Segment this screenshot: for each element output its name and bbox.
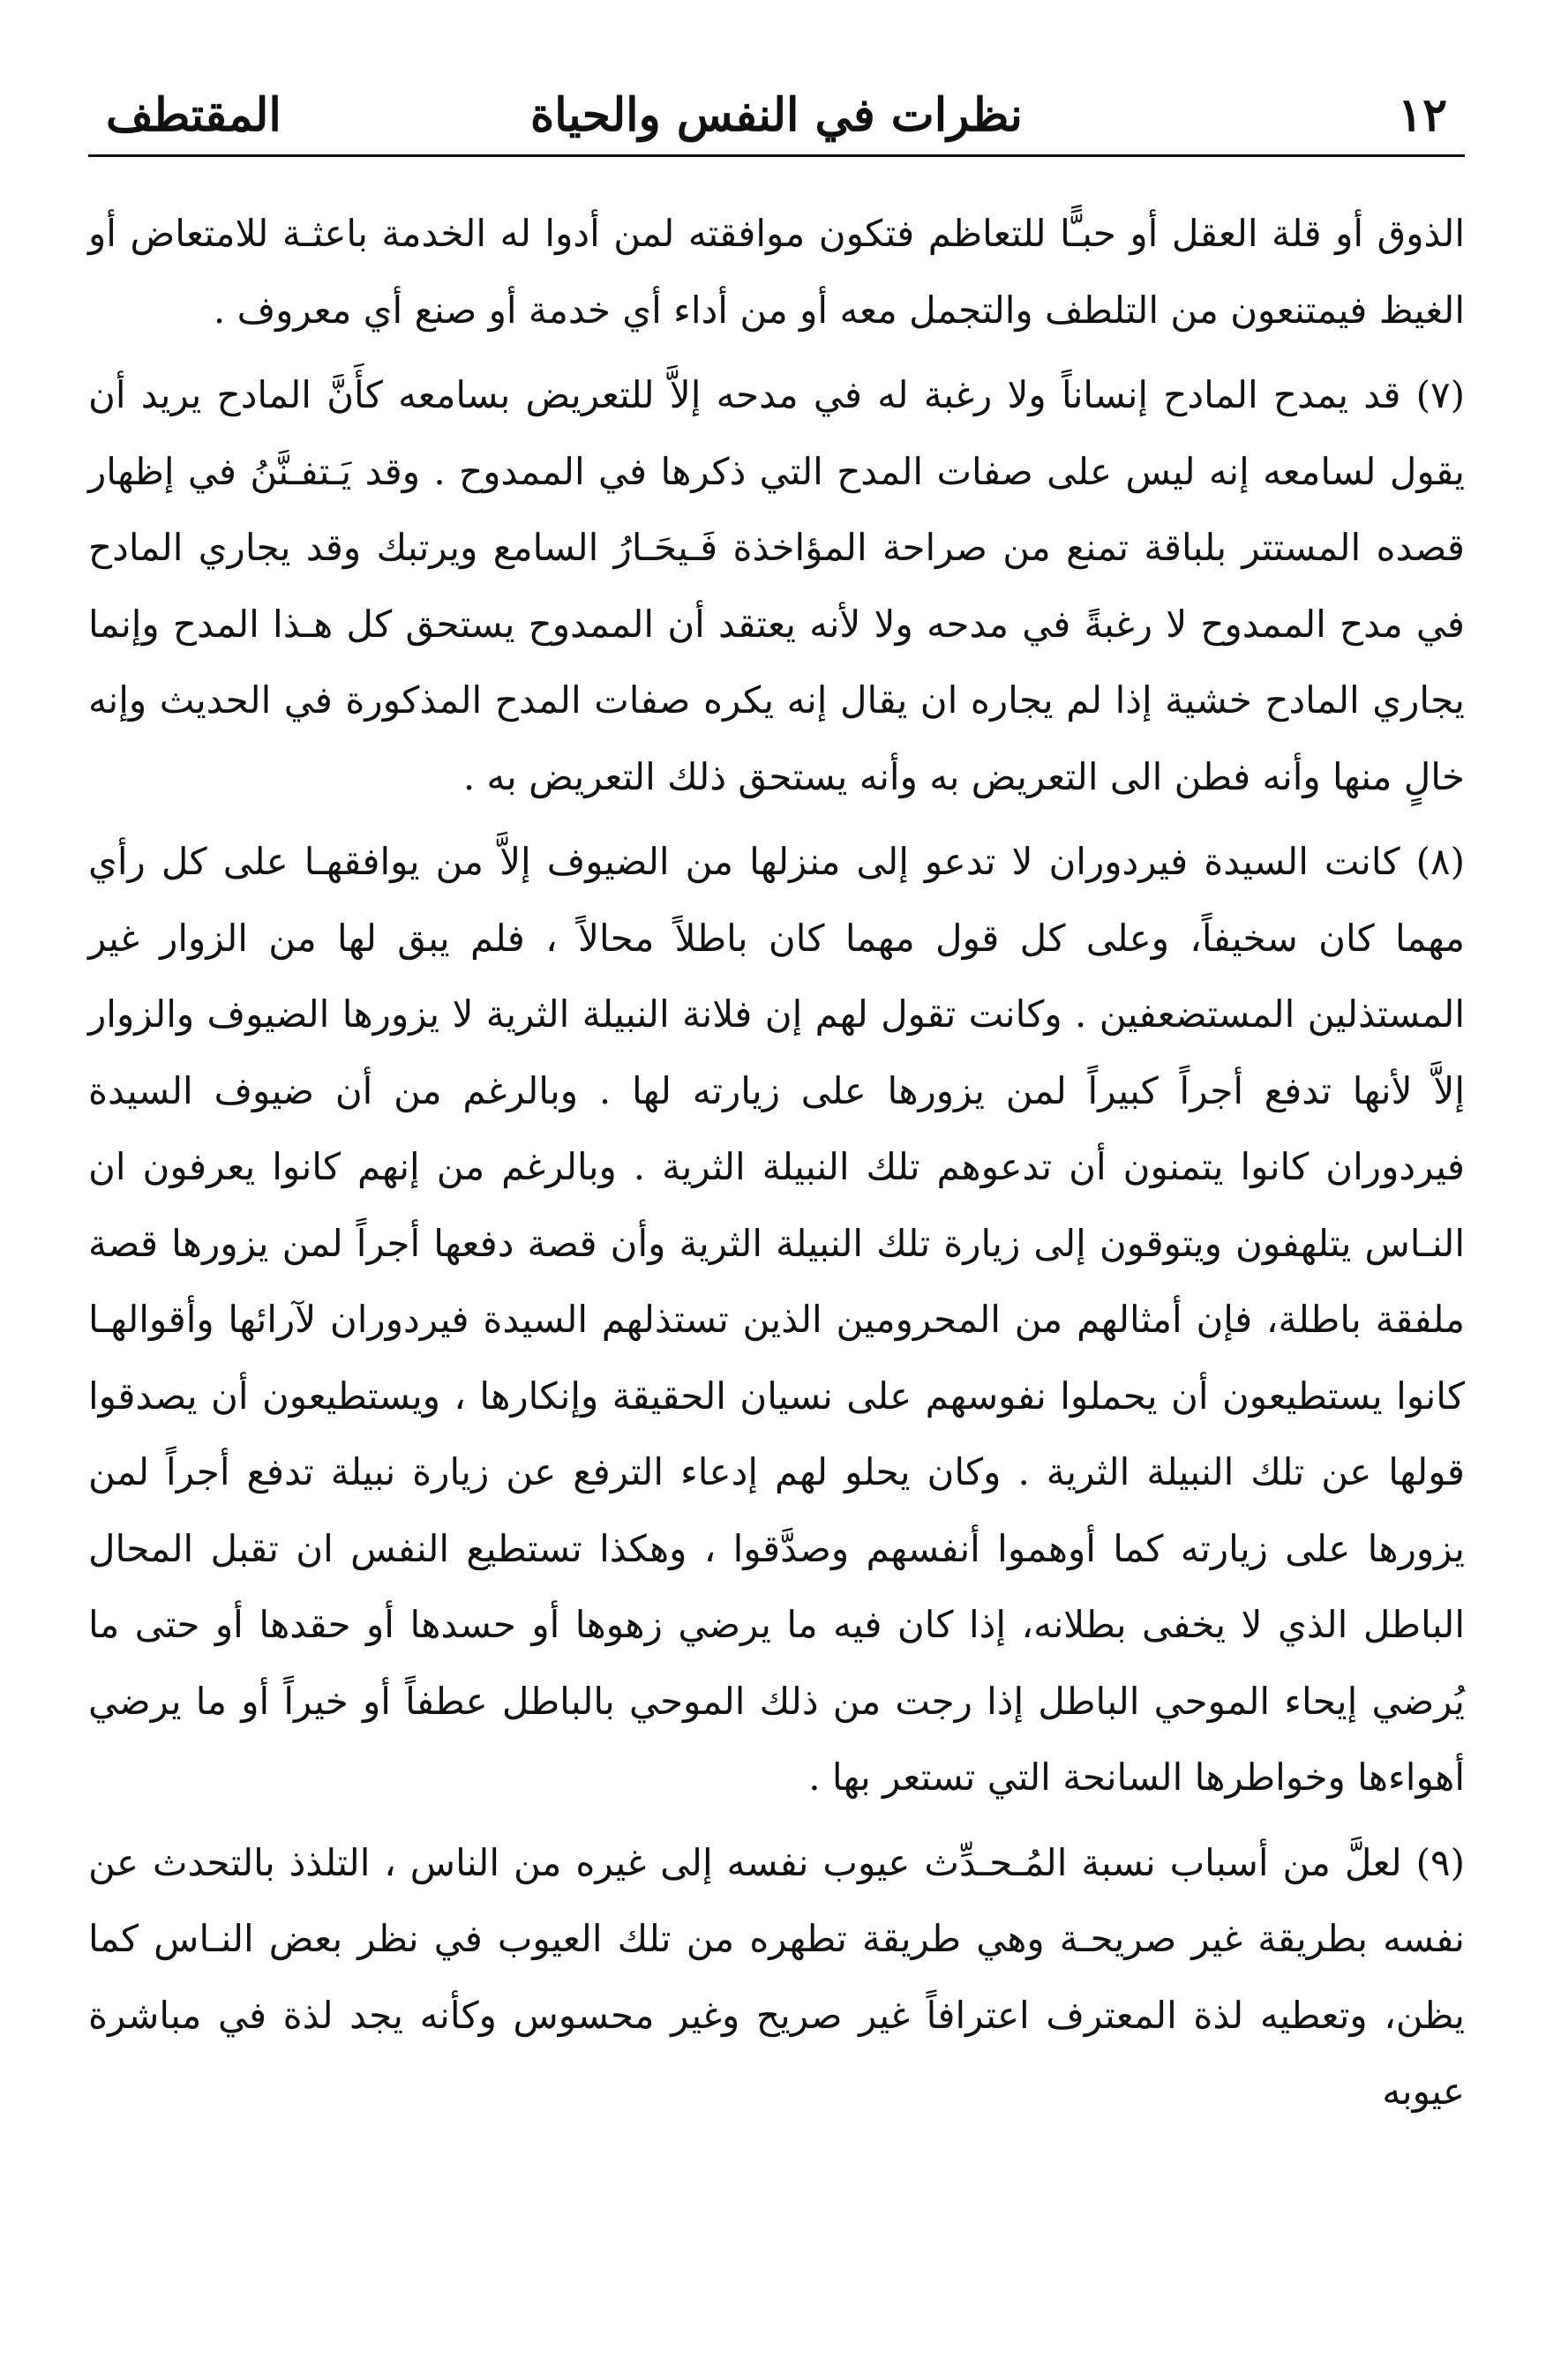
paragraph-gap: [88, 1816, 1465, 1825]
page-number: ١٢: [1398, 88, 1447, 142]
paragraph: (٩) لعلَّ من أسباب نسبة المُـحـدِّث عيوب نفسه إلى غيره من الناس ، التلذذ بالتحدث عن نفسه بطريقة غير صريحـة وهي طريقة تطهره من تلك العيوب في نظر بعض النـاس كما يظن، وتعطيه لذة المعترف اعترافاً غير صريح وغير محسوس وكأنه يجد لذة في مباشرة عيوبه: [88, 1840, 1465, 2113]
book-page: [88, 84, 1465, 2324]
page-body: [88, 157, 1465, 2130]
page-header: [88, 84, 1465, 157]
running-title: نظرات في النفس والحياة: [529, 88, 1024, 142]
paragraph: (٨) كانت السيدة فيردوران لا تدعو إلى منزلها من الضيوف إلاَّ من يوافقهـا على كل رأي مهما كان سخيفاً، وعلى كل قول مهما كان باطلاً محالاً ، فلم يبق لها من الزوار غير المستذلين المستضعفين . وكانت تقول لهم إن فلانة النبيلة الثرية لا يزورها الضيوف والزوار إلاَّ لأنها تدفع أجراً كبيراً لمن يزورها على زيارته لها . وبالرغم من أن ضيوف السيدة فيردوران كانوا يتمنون أن تدعوهم تلك النبيلة الثرية . وبالرغم من إنهم كانوا يعرفون ان النـاس يتلهفون ويتوقون إلى زيارة تلك النبيلة الثرية وأن قصة دفعها أجراً لمن يزورها قصة ملفقة باطلة، فإن أمثالهم من المحرومين الذين تستذلهم السيدة فيردوران لآرائها وأقوالهـا كانوا يستطيعون أن يحملوا نفوسهم على نسيان الحقيقة وإنكارها ، ويستطيعون أن يصدقوا قولها عن تلك النبيلة الثرية . وكان يحلو لهم إدعاء الترفع عن زيارة نبيلة تدفع أجراً لمن يزورها على زيارته كما أوهموا أنفسهم وصدَّقوا ، وهكذا تستطيع النفس ان تقبل المحال الباطل الذي لا يخفى بطلانه، إذا كان فيه ما يرضي زهوها أو حسدها أو حقدها أو حتى ما يُرضي إيحاء الموحي الباطل إذا رجت من ذلك الموحي بالباطل عطفاً أو خيراً أو ما يرضي أهواءها وخواطرها السانحة التي تستعر بها .: [88, 840, 1465, 1799]
paragraph-gap: [88, 815, 1465, 824]
journal-name: المقتطف: [106, 88, 281, 142]
paragraph-gap: [88, 348, 1465, 357]
paragraph: (٧) قد يمدح المادح إنساناً ولا رغبة له في مدحه إلاَّ للتعريض بسامعه كأَنَّ المادح يريد أن يقول لسامعه إنه ليس على صفات المدح التي ذكرها في الممدوح . وقد يَـتفـنَّنُ في إظهار قصده المستتر بلباقة تمنع من صراحة المؤاخذة فَـيحَـارُ السامع ويرتبك وقد يجاري المادح في مدح الممدوح لا رغبةً في مدحه ولا لأنه يعتقد أن الممدوح يستحق كل هـذا المدح وإنما يجاري المادح خشية إذا لم يجاره ان يقال إنه يكره صفات المدح المذكورة في الحديث وإنه خالٍ منها وأنه فطن الى التعريض به وأنه يستحق ذلك التعريض به .: [88, 373, 1465, 798]
paragraph: الذوق أو قلة العقل أو حبـًّا للتعاظم فتكون موافقته لمن أدوا له الخدمة باعثـة للامتعاض أو الغيظ فيمتنعون من التلطف والتجمل معه أو من أداء أي خدمة أو صنع أي معروف .: [88, 212, 1465, 332]
